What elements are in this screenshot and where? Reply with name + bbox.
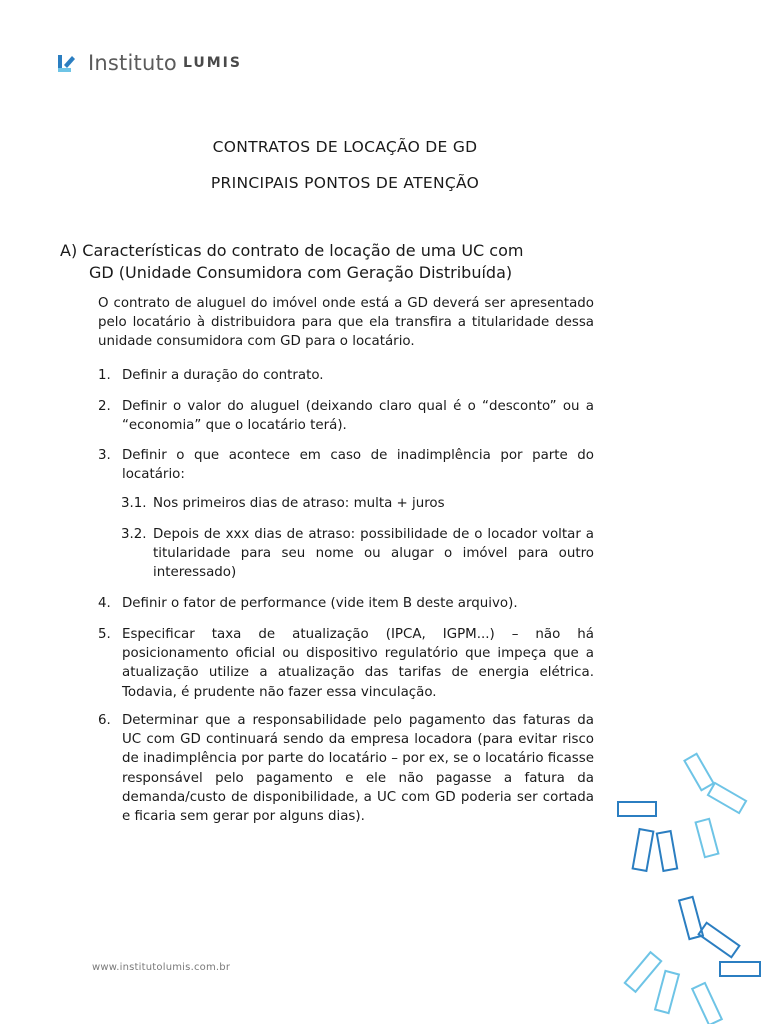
list-item-text: Definir a duração do contrato. — [122, 368, 324, 383]
decorative-sunburst-graphic — [600, 740, 768, 1024]
sub-item-number: 3.2. — [121, 527, 147, 542]
footer-website-url: www.institutolumis.com.br — [92, 962, 231, 973]
list-item-text: Definir o fator de performance (vide item B deste arquivo). — [122, 596, 518, 611]
sub-item-number: 3.1. — [121, 496, 147, 511]
list-item-number: 1. — [98, 368, 111, 383]
logo-brand: LUMIS — [182, 55, 242, 71]
list-item-number: 5. — [98, 627, 111, 642]
list-item — [98, 711, 594, 826]
document-subtitle: PRINCIPAIS PONTOS DE ATENÇÃO — [210, 174, 480, 192]
institute-logo — [56, 50, 242, 76]
list-item-number: 4. — [98, 596, 111, 611]
logo-text: Instituto — [88, 51, 177, 75]
list-item-number: 3. — [98, 448, 111, 463]
list-item — [98, 366, 594, 385]
list-item — [98, 446, 594, 484]
section-heading-line1: A) Características do contrato de locação de uma UC com — [60, 241, 524, 260]
list-item — [98, 594, 594, 613]
list-item — [98, 625, 594, 702]
sub-list-item — [121, 494, 594, 513]
sub-item-text: Nos primeiros dias de atraso: multa + juros — [153, 496, 445, 511]
list-item-text: Definir o valor do aluguel (deixando claro qual é o “desconto” ou a “economia” que o locatário terá). — [122, 399, 594, 434]
list-item-text: Especificar taxa de atualização (IPCA, IGPM...) – não há posicionamento oficial ou dispositivo regulatório que impeça que a atualização utilize a atualização das tarifas de energia elétrica. Todavia, é prudente não fazer essa vinculação. — [122, 627, 594, 700]
sub-item-text: Depois de xxx dias de atraso: possibilidade de o locador voltar a titularidade para seu nome ou alugar o imóvel para outro interessado) — [153, 527, 594, 581]
list-item — [98, 397, 594, 435]
lumis-logo-icon — [56, 52, 78, 74]
list-item-number: 2. — [98, 399, 111, 414]
section-heading-line2: GD (Unidade Consumidora com Geração Distribuída) — [89, 263, 513, 282]
list-item-text: Determinar que a responsabilidade pelo pagamento das faturas da UC com GD continuará sendo da empresa locadora (para evitar risco de inadimplência por parte do locatário – por ex, se o locatário ficasse responsável pelo pagamento e ele não pagasse a fatura da demanda/custo de disponibilidade, a UC com GD poderia ser cortada e ficaria sem gerar por alguns dias). — [122, 713, 594, 825]
intro-paragraph: O contrato de aluguel do imóvel onde está a GD deverá ser apresentado pelo locatário à distribuidora para que ela transfira a titularidade dessa unidade consumidora com GD para o locatário. — [98, 296, 594, 350]
section-heading — [60, 240, 600, 284]
document-title: CONTRATOS DE LOCAÇÃO DE GD — [212, 138, 478, 156]
list-item-number: 6. — [98, 713, 111, 728]
list-item-text: Definir o que acontece em caso de inadimplência por parte do locatário: — [122, 448, 594, 483]
sub-list-item — [121, 525, 594, 583]
